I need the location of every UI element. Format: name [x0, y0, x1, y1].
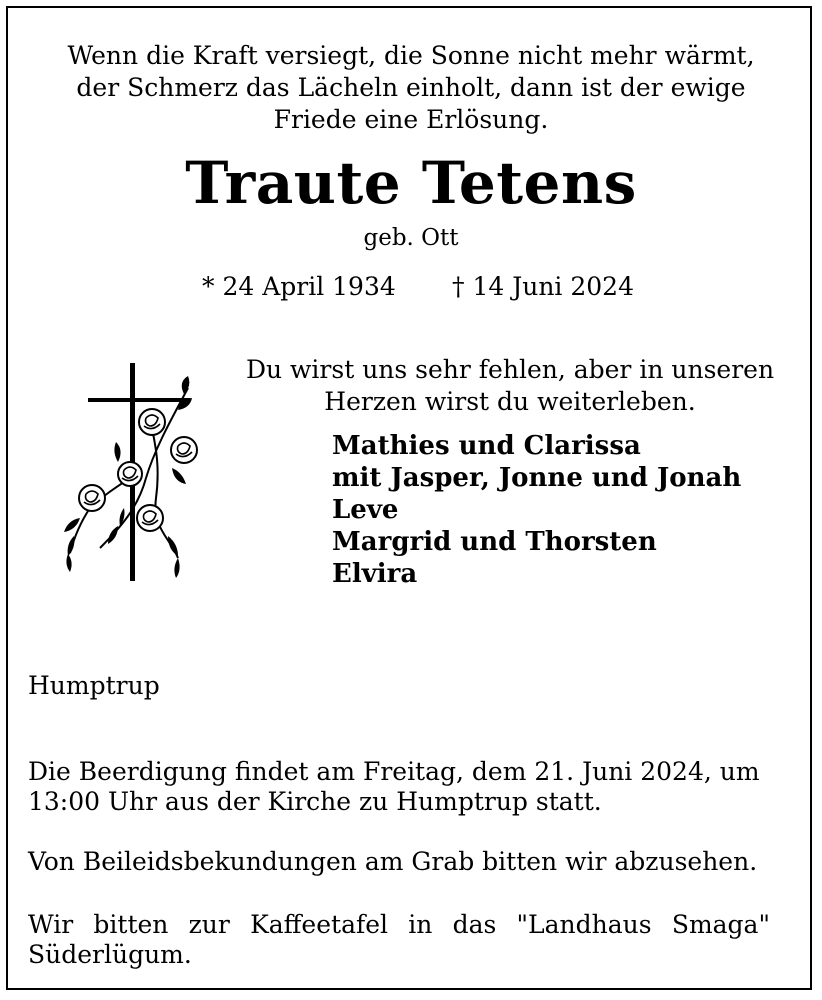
opening-poem	[0, 40, 822, 136]
mourner-line: Elvira	[332, 559, 418, 589]
mourners-list	[332, 430, 741, 590]
coffee-word: Smaga"	[671, 910, 770, 939]
coffee-line	[28, 910, 770, 940]
funeral-line: 13:00 Uhr aus der Kirche zu Humptrup statt.	[28, 787, 602, 816]
coffee-word: Kaffeetafel	[250, 910, 389, 939]
poem-line: Wenn die Kraft versiegt, die Sonne nicht mehr wärmt,	[67, 41, 755, 70]
birth-date: * 24 April 1934	[202, 272, 396, 301]
death-date: † 14 Juni 2024	[452, 272, 634, 301]
farewell-text	[230, 354, 790, 418]
farewell-line: Du wirst uns sehr fehlen, aber in unseren	[245, 355, 775, 384]
funeral-info	[28, 757, 798, 817]
coffee-word: Wir	[28, 910, 74, 939]
condolence-line: Von Beileidsbekundungen am Grab bitten wir abzusehen.	[28, 847, 758, 876]
coffee-word: bitten	[93, 910, 169, 939]
place-name: Humptrup	[28, 671, 160, 700]
coffee-invitation	[28, 910, 798, 970]
mourner-line: Mathies und Clarissa	[332, 431, 641, 461]
maiden-name: geb. Ott	[363, 225, 459, 251]
deceased-name: Traute Tetens	[185, 149, 637, 217]
coffee-word: "Landhaus	[516, 910, 652, 939]
poem-line: Friede eine Erlösung.	[273, 105, 549, 134]
funeral-line: Die Beerdigung findet am Freitag, dem 21. Juni 2024, um	[28, 757, 760, 786]
coffee-word: zur	[188, 910, 230, 939]
condolence-note	[28, 847, 798, 877]
poem-line: der Schmerz das Lächeln einholt, dann ist der ewige	[76, 73, 746, 102]
cross-with-roses-icon	[60, 358, 210, 588]
mourner-line: Margrid und Thorsten	[332, 527, 657, 557]
mourner-line: mit Jasper, Jonne und Jonah	[332, 463, 742, 493]
farewell-line: Herzen wirst du weiterleben.	[324, 387, 696, 416]
coffee-word: das	[452, 910, 497, 939]
coffee-last-line: Süderlügum.	[28, 940, 192, 969]
mourner-line: Leve	[332, 495, 399, 525]
coffee-word: in	[408, 910, 433, 939]
